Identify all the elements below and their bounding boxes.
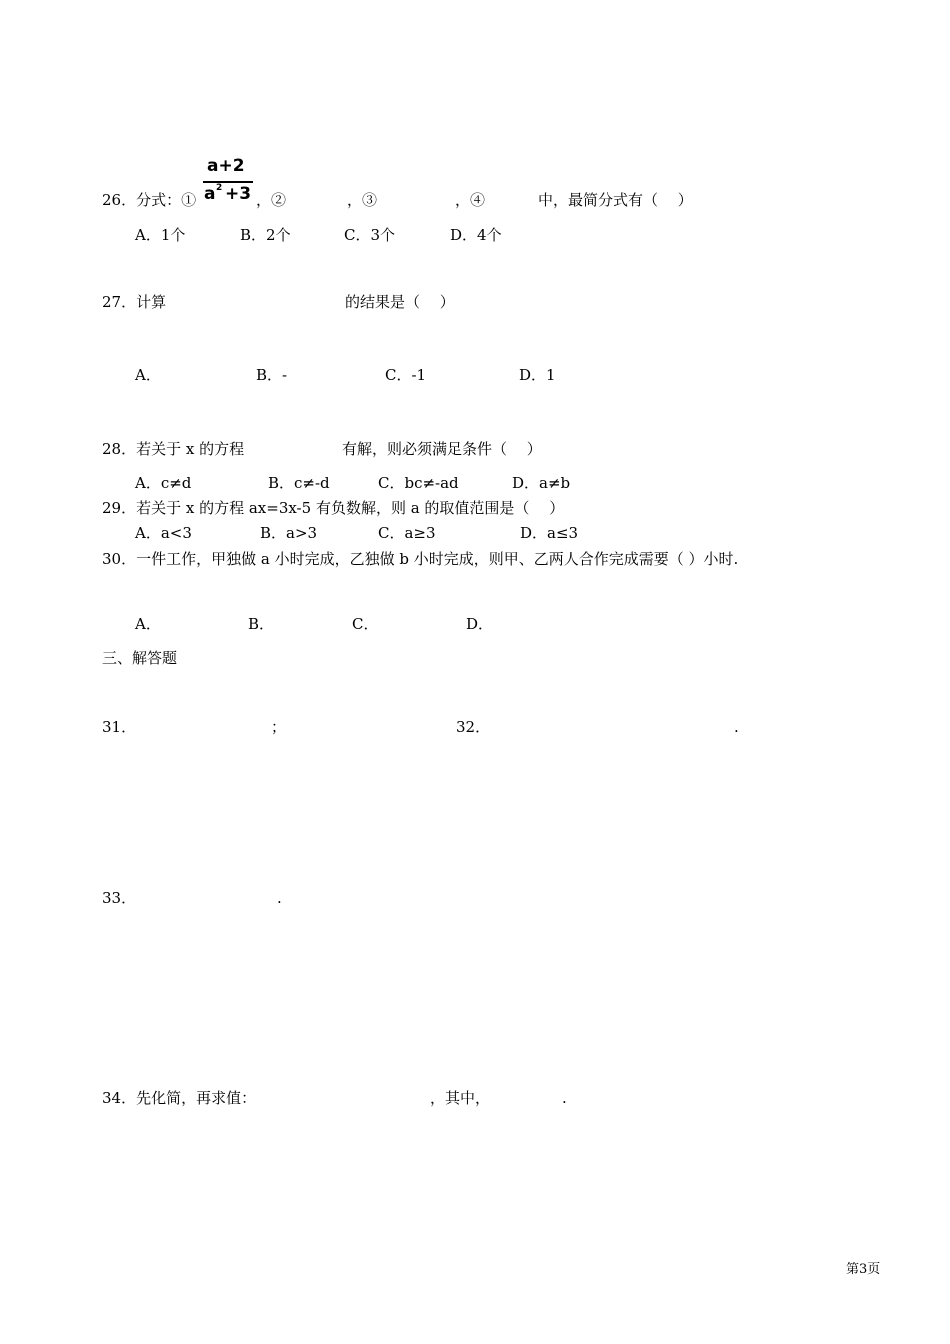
q33-end-mark: . <box>277 889 282 907</box>
q26-fraction-1 <box>203 156 253 206</box>
q29-option-b: B．a>3 <box>260 524 318 542</box>
q30-option-a: A． <box>135 615 161 633</box>
fraction-bar <box>203 181 253 183</box>
q29-stem: 29．若关于 x 的方程 ax=3x-5 有负数解，则 a 的取值范围是（ ） <box>102 499 565 517</box>
q27-option-a: A． <box>135 366 161 384</box>
fraction-numerator: a+2 <box>207 156 245 176</box>
q28-option-a: A．c≠d <box>135 474 192 492</box>
q26-stem-part-c: ，③ <box>347 191 378 209</box>
q26-option-c: C．3个 <box>344 226 396 244</box>
q33-label: 33． <box>102 889 137 907</box>
q29-option-a: A．a<3 <box>135 524 192 542</box>
fraction-denominator-exponent: 2 <box>216 183 223 193</box>
q27-option-d: D．1 <box>519 366 556 384</box>
q32-end-mark: . <box>734 718 739 736</box>
q29-option-c: C．a≥3 <box>378 524 436 542</box>
q34-stem-middle: ，其中， <box>430 1089 491 1107</box>
q30-option-d: D． <box>466 615 494 633</box>
q26-stem-part-b: ，② <box>256 191 287 209</box>
q31-label: 31． <box>102 718 137 736</box>
q27-stem-start: 27．计算 <box>102 293 167 311</box>
q30-option-b: B． <box>248 615 275 633</box>
q26-option-d: D．4个 <box>450 226 502 244</box>
q30-option-c: C． <box>352 615 379 633</box>
q27-option-c: C．-1 <box>385 366 427 384</box>
q26-option-a: A．1个 <box>135 226 186 244</box>
q26-stem-start: 26．分式：① <box>102 191 197 209</box>
q31-end-mark: ； <box>271 718 287 736</box>
q28-option-b: B．c≠-d <box>268 474 330 492</box>
q28-stem-end: 有解，则必须满足条件（ ） <box>342 440 542 458</box>
q27-stem-end: 的结果是（ ） <box>345 293 455 311</box>
q26-stem-part-e: 中，最简分式有（ ） <box>538 191 693 209</box>
page-number: 第3页 <box>846 1262 881 1277</box>
q27-option-b: B．- <box>256 366 288 384</box>
q32-label: 32． <box>456 718 491 736</box>
q28-option-d: D．a≠b <box>512 474 571 492</box>
section-heading: 三、解答题 <box>102 649 178 667</box>
q26-stem-part-d: ，④ <box>455 191 486 209</box>
fraction-denominator-base: a <box>204 184 216 204</box>
fraction-denominator-rest: +3 <box>225 184 252 204</box>
q28-option-c: C．bc≠-ad <box>378 474 459 492</box>
q29-option-d: D．a≤3 <box>520 524 579 542</box>
q34-stem-start: 34．先化简，再求值： <box>102 1089 257 1107</box>
q34-end-mark: . <box>562 1089 567 1107</box>
q30-stem: 30．一件工作，甲独做 a 小时完成，乙独做 b 小时完成，则甲、乙两人合作完成需要（ ）小时. <box>102 550 739 568</box>
q28-stem-start: 28．若关于 x 的方程 <box>102 440 245 458</box>
q26-option-b: B．2个 <box>240 226 291 244</box>
